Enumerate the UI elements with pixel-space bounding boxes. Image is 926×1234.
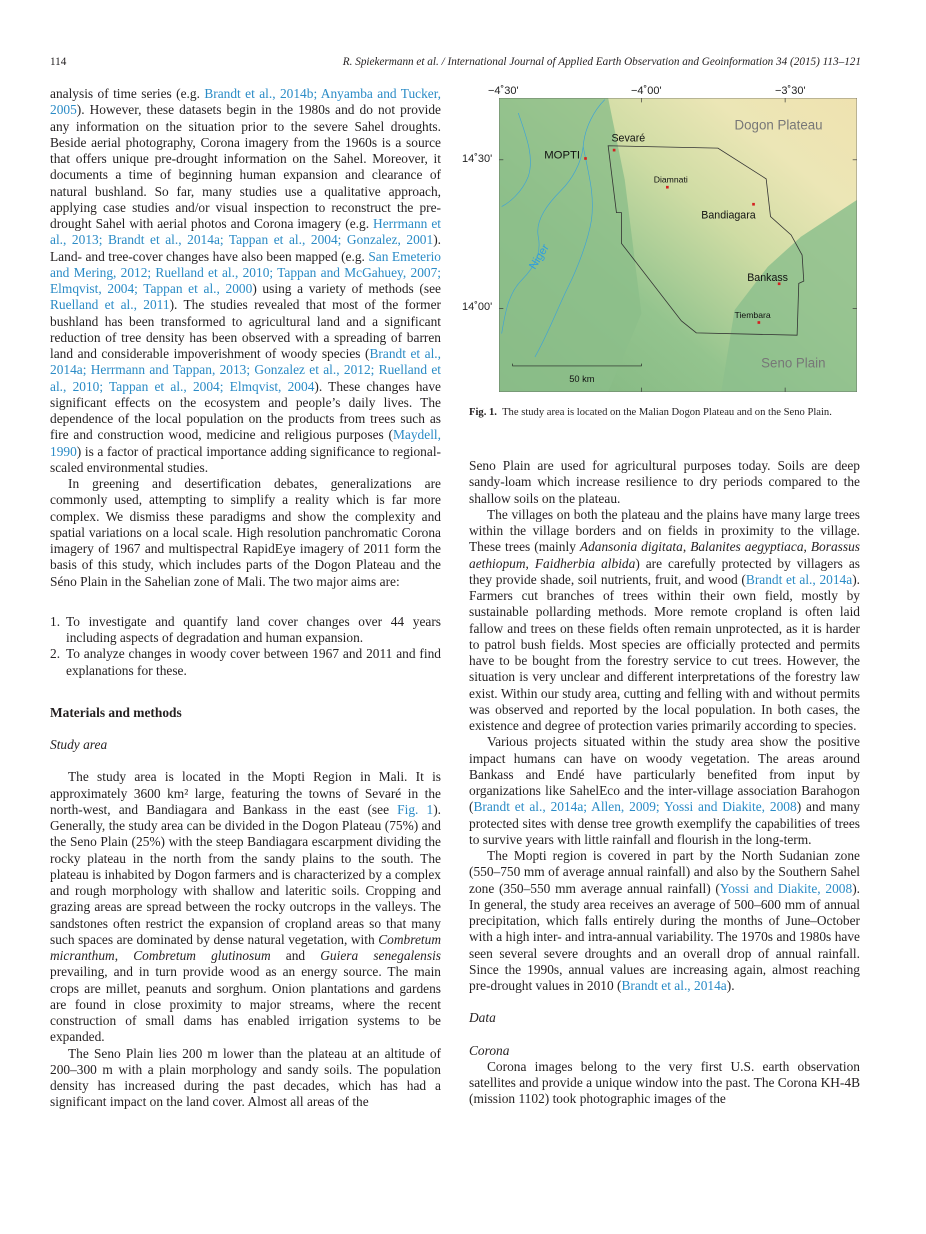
species-name: Balanites aegyptiaca (690, 539, 804, 555)
paragraph-village-trees (469, 507, 860, 735)
tiembara-marker (758, 321, 761, 324)
label-mopti: MOPTI (544, 149, 581, 162)
species-name: Combretum micranthum (50, 931, 441, 963)
text-run: Seno Plain are used for agricultural purposes today. Soils are deep sandy-loam which increase resilience to dry periods compared to the shallow soils on the plateau. (469, 458, 860, 506)
caption-text: The study area is located on the Malian Dogon Plateau and on the Seno Plain. (502, 407, 832, 418)
label-niger: Niger (527, 242, 552, 272)
label-bankass: Bankass (747, 272, 788, 285)
text-run: , (114, 948, 134, 963)
text-run: ). In general, the study area receives an average of 500–600 mm of annual precipitation, which falls entirely during the months of June–October with a high inter- and intra-annual variability. The 1970s and 1980s have seen several severe droughts and an overall drop of annual rainfall. Since the 1990s, annual values are increasing again, almost reaching pre-drought values in 2010 ( (469, 880, 860, 993)
text-run: analysis of time series (e.g. (50, 86, 205, 101)
citation-link[interactable]: Herrmann et al., 2013; Brandt et al., 2014a; Tappan et al., 2004; Gonzalez, 2001 (50, 216, 441, 248)
citation-link[interactable]: Brandt et al., 2014a (621, 978, 727, 993)
paragraph-intro (50, 86, 441, 476)
text-run: In greening and desertification debates, generalizations are commonly used, attempting to simplify a reality which is far more complex. We dismiss these paradigms and show the complexity and spatial variations on a local scale. High resolution panchromatic Corona imagery of 1967 and multispectral RapidEye imagery of 2011 form the basis of this study, which includes parts of the Dogon Plateau and the Séno Plain in the Sahelian zone of Mali. The two major aims are: (50, 476, 441, 589)
text-run: ) using a variety of methods (see (252, 281, 441, 296)
label-dogon-plateau: Dogon Plateau (734, 117, 823, 133)
text-run: ) and many protected sites with dense tree growth exemplify the capabilities of trees to survive years with little rainfall and flourish in the long-term. (469, 799, 860, 847)
list-text: To analyze changes in woody cover between 1967 and 2011 and find explanations for these. (66, 646, 441, 678)
citation-link[interactable]: Maydell, 1990 (50, 427, 441, 459)
text-run: ). These changes have significant effects on the ecosystem and people’s daily lives. The dependence of the local population on the products from trees such as fire and construction wood, medicine and religious purposes ( (50, 378, 441, 443)
subsubsection-heading-corona: Corona (469, 1042, 510, 1058)
study-area-map (499, 98, 857, 392)
text-run: ). (726, 978, 735, 993)
paragraph-projects (469, 734, 860, 848)
text-run: ). Generally, the study area can be divided in the Dogon Plateau (75%) and the Seno Plain (25%) with the steep Bandiagara escarpment dividing the rocky plateau in the north from the sandy plains to the south. The plateau is inhabited by Dogon farmers and is characterized by a complex and rough morphology with shallow and lateritic soils. Cropping and grazing areas are spread between the rocky outcrops in the valleys. The sandstones often restrict the expansion of cropland areas so that many such spaces are dominated by dense natural vegetation, with (50, 801, 441, 947)
list-number: 1. (50, 613, 61, 629)
paragraph-study-area (50, 769, 441, 1045)
citation-link[interactable]: Ruelland et al., 2011 (50, 297, 170, 313)
diamnati-marker (666, 186, 669, 189)
aim-list-item (50, 646, 441, 679)
page-number: 114 (50, 56, 67, 68)
citation-link[interactable]: Fig. 1 (397, 801, 434, 817)
citation-link[interactable]: Brandt et al., 2014a; Allen, 2009; Yossi and Diakite, 2008 (473, 799, 797, 815)
text-run: The Seno Plain lies 200 m lower than the plateau at an altitude of 200–300 m with a plain morphology and sandy soils. The population density has increased during the past decades, which has had a significant impact on the land cover. Almost all areas of the (50, 1045, 441, 1110)
text-run: and (270, 948, 321, 963)
paragraph-seno-plain (50, 1046, 441, 1111)
mopti-marker (584, 157, 587, 160)
text-run: ) are carefully protected by villagers as they provide shade, soil nutrients, fruit, and wood ( (469, 555, 860, 587)
scale-bar-label: 50 km (569, 373, 595, 384)
right-column (469, 458, 860, 1108)
bandiagara-marker (752, 203, 755, 206)
text-run: ). The studies revealed that most of the former bushland has been transformed to agricultural land and a significant reduction of tree density has been observed with a spreading of barren land and considerable impoverishment of woody species ( (50, 297, 441, 361)
label-bandiagara: Bandiagara (701, 209, 756, 222)
label-tiembara: Tiembara (734, 310, 771, 321)
paragraph-aims-intro (50, 476, 441, 590)
citation-link[interactable]: Yossi and Diakite, 2008 (719, 880, 853, 896)
subsection-heading-data: Data (469, 1010, 496, 1026)
lon-tick-label: −4˚30' (488, 85, 519, 97)
text-run: , (525, 555, 535, 571)
subsection-heading: Study area (50, 737, 108, 752)
text-run: The study area is located in the Mopti Region in Mali. It is approximately 3600 km² large, featuring the towns of Sevaré in the north-west, and Bandiagara and Bankass in the east (see (50, 769, 441, 817)
text-run: The villages on both the plateau and the plains have many large trees within the village borders and on fields in proximity to the village. These trees (mainly (469, 506, 860, 555)
text-run: , (803, 539, 811, 555)
text-run: Corona images belong to the very first U.S. earth observation satellites and provide a unique window into the past. The Corona KH-4B (mission 1102) took photographic images of the (469, 1058, 860, 1107)
text-run: , (682, 539, 691, 555)
sevare-marker (613, 149, 616, 152)
text-run: ). Land- and tree-cover changes have also been mapped (e.g. (50, 232, 441, 264)
label-diamnati: Diamnati (653, 174, 688, 185)
aim-list-item (50, 614, 441, 647)
species-name: Borassus aethiopum (469, 539, 860, 571)
text-run: The Mopti region is covered in part by the North Sudanian zone (550–750 mm of average annual rainfall) and also by the Southern Sahel zone (350–550 mm average annual rainfall) ( (469, 848, 860, 896)
species-name: Faidherbia albida (534, 555, 636, 571)
paragraph-corona (469, 1059, 860, 1108)
text-run: prevailing, and in turn provide wood as an energy source. The main crops are millet, peanuts and sorghum. Onion plantations and gardens are found in close proximity to major streams, where the recent construction of small dams has enabled irrigation systems to be expanded. (50, 964, 441, 1045)
paragraph-seno-soils (469, 458, 860, 507)
figure-caption (469, 407, 869, 418)
lon-tick-label: −4˚00' (631, 85, 662, 97)
running-title: R. Spiekermann et al. / International Journal of Applied Earth Observation and Geoinformation 34 (2015) 113–121 (342, 56, 861, 68)
left-column (50, 86, 441, 1111)
label-seno-plain: Seno Plain (761, 355, 826, 371)
species-name: Combretum glutinosum (133, 948, 271, 963)
text-run: ). However, these datasets begin in the 1980s and do not provide any information on the situation prior to the severe Sahel droughts. Beside aerial photography, Corona imagery from the 1960s is a source that offers unique pre-drought information on the Sahel. Moreover, it documents a time of beginning human expansion and clearance of natural bushland. So far, many studies use a qualitative approach, applying case studies and/or visual inspection to reconstruct the pre-drought Sahel with aerial photos and Corona imagery (e.g. (50, 102, 441, 231)
species-name: Guiera senegalensis (320, 948, 442, 963)
text-run: ) is a factor of practical importance adding significance to regional-scaled environmental studies. (50, 443, 441, 475)
species-name: Adansonia digitata (579, 539, 683, 555)
lat-tick-label: 14˚00' (462, 301, 493, 313)
label-sevare: Sevaré (611, 132, 646, 145)
citation-link[interactable]: Brandt et al., 2014a; Herrmann and Tappan, 2013; Gonzalez et al., 2012; Ruelland et al., 2010; Tappan et al., 2004; Elmqvist, 2004 (50, 346, 441, 394)
text-run: ). Farmers cut branches of trees within their own field, mostly by sustainable pollarding methods. More remote cropland is often laid fallow and trees on these fields often remain unprotected, as it is harder to patrol bush fields. Most species are officially protected and permits have to be bought from the forestry service to cut trees. However, the situation is very unclear and different interpretations of the forestry law exist. Within our study area, cutting and felling with and without permits was observed and reported by the local population. In both cases, the existence and degree of protection varies primarily according to species. (469, 571, 860, 733)
caption-label: Fig. 1. (469, 407, 497, 418)
lon-tick-label: −3˚30' (775, 85, 806, 97)
section-heading: Materials and methods (50, 704, 182, 720)
citation-link[interactable]: Brandt et al., 2014b; Anyamba and Tucker, 2005 (50, 86, 441, 118)
text-run: Various projects situated within the study area show the positive impact humans can have on woody vegetation. The areas around Bankass and Endé have particularly benefited from input by organizations like SahelEco and the inter-village association Barahogon ( (469, 734, 860, 815)
lat-tick-label: 14˚30' (462, 153, 493, 165)
paragraph-rainfall (469, 848, 860, 994)
list-number: 2. (50, 646, 61, 662)
list-text: To investigate and quantify land cover changes over 44 years including aspects of degradation and human expansion. (66, 613, 441, 645)
citation-link[interactable]: Brandt et al., 2014a (745, 571, 853, 587)
citation-link[interactable]: San Emeterio and Mering, 2012; Ruelland et al., 2010; Tappan and McGahuey, 2007; Elmqvist, 2004; Tappan et al., 2000 (50, 248, 441, 296)
